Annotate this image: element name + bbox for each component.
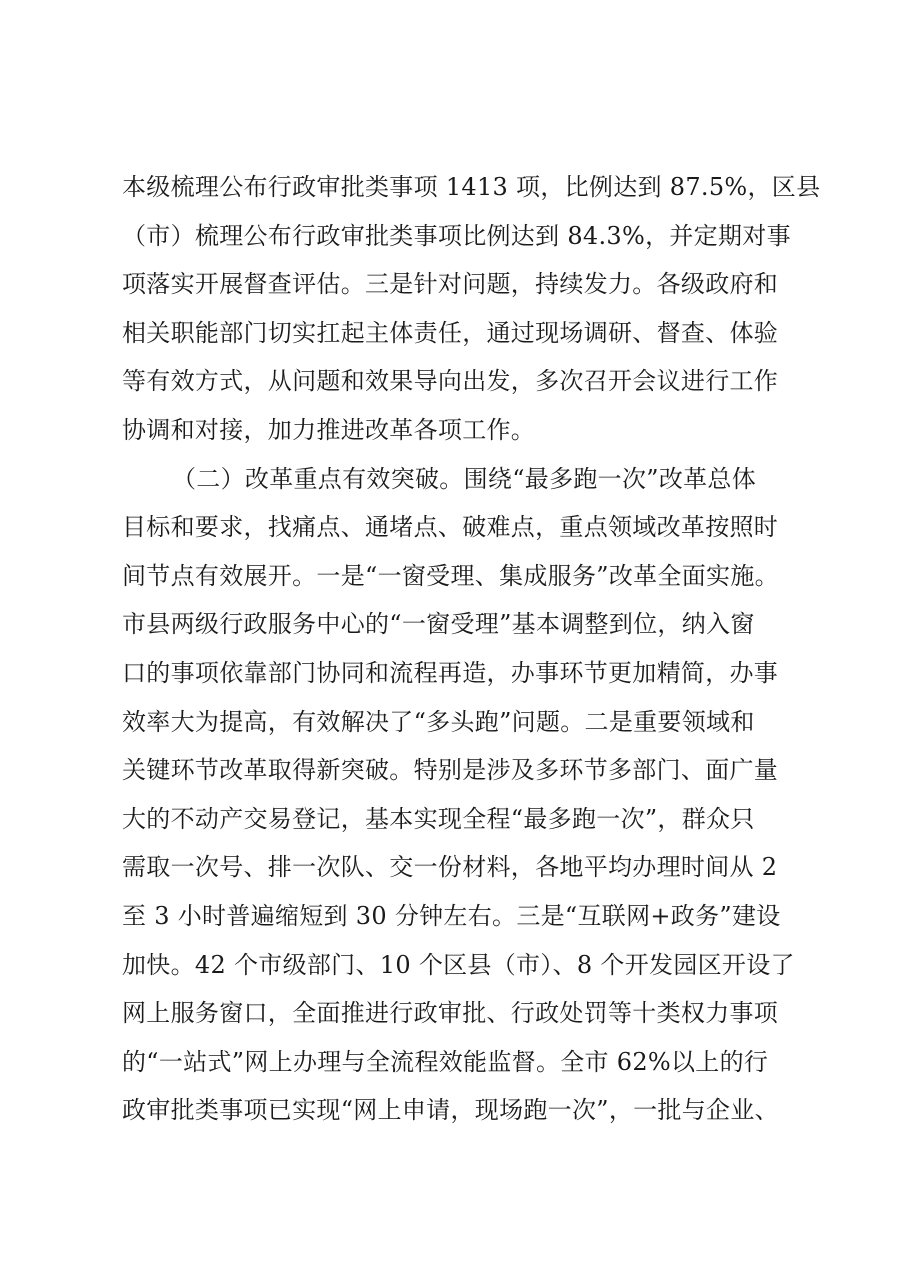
text-line: 关键环节改革取得新突破。特别是涉及多环节多部门、面广量 (122, 756, 779, 785)
text-line: 市县两级行政服务中心的“一窗受理”基本调整到位，纳入窗 (122, 610, 755, 639)
text-line: 等有效方式，从问题和效果导向出发，多次召开会议进行工作 (122, 367, 779, 396)
text-line: 相关职能部门切实扛起主体责任，通过现场调研、督查、体验 (122, 318, 779, 347)
text-line: 大的不动产交易登记，基本实现全程“最多跑一次”，群众只 (122, 804, 755, 833)
text-line: 网上服务窗口，全面推进行政审批、行政处罚等十类权力事项 (122, 999, 779, 1028)
text-line: 政审批类事项已实现“网上申请，现场跑一次”，一批与企业、 (122, 1096, 779, 1125)
text-line: 项落实开展督查评估。三是针对问题，持续发力。各级政府和 (122, 270, 779, 299)
text-line: 间节点有效展开。一是“一窗受理、集成服务”改革全面实施。 (122, 561, 779, 590)
text-line: 本级梳理公布行政审批类事项 1413 项，比例达到 87.5%，区县 (122, 173, 821, 201)
text-line: 效率大为提高，有效解决了“多头跑”问题。二是重要领域和 (122, 707, 755, 736)
text-line: 目标和要求，找痛点、通堵点、破难点，重点领域改革按照时 (122, 513, 779, 542)
text-line: 的“一站式”网上办理与全流程效能监督。全市 62%以上的行 (122, 1047, 769, 1076)
text-line: 口的事项依靠部门协同和流程再造，办事环节更加精简，办事 (122, 658, 779, 687)
section-heading-line: （二）改革重点有效突破。围绕“最多跑一次”改革总体 (172, 464, 757, 493)
text-line: 加快。42 个市级部门、10 个区县（市）、8 个开发园区开设了 (122, 950, 795, 979)
document-body (122, 163, 821, 1135)
text-line: 协调和对接，加力推进改革各项工作。 (122, 415, 536, 444)
text-line: 至 3 小时普遍缩短到 30 分钟左右。三是“互联网+政务”建设 (122, 901, 781, 930)
text-line: （市）梳理公布行政审批类事项比例达到 84.3%，并定期对事 (122, 221, 791, 250)
text-line: 需取一次号、排一次队、交一份材料，各地平均办理时间从 2 (122, 853, 778, 882)
